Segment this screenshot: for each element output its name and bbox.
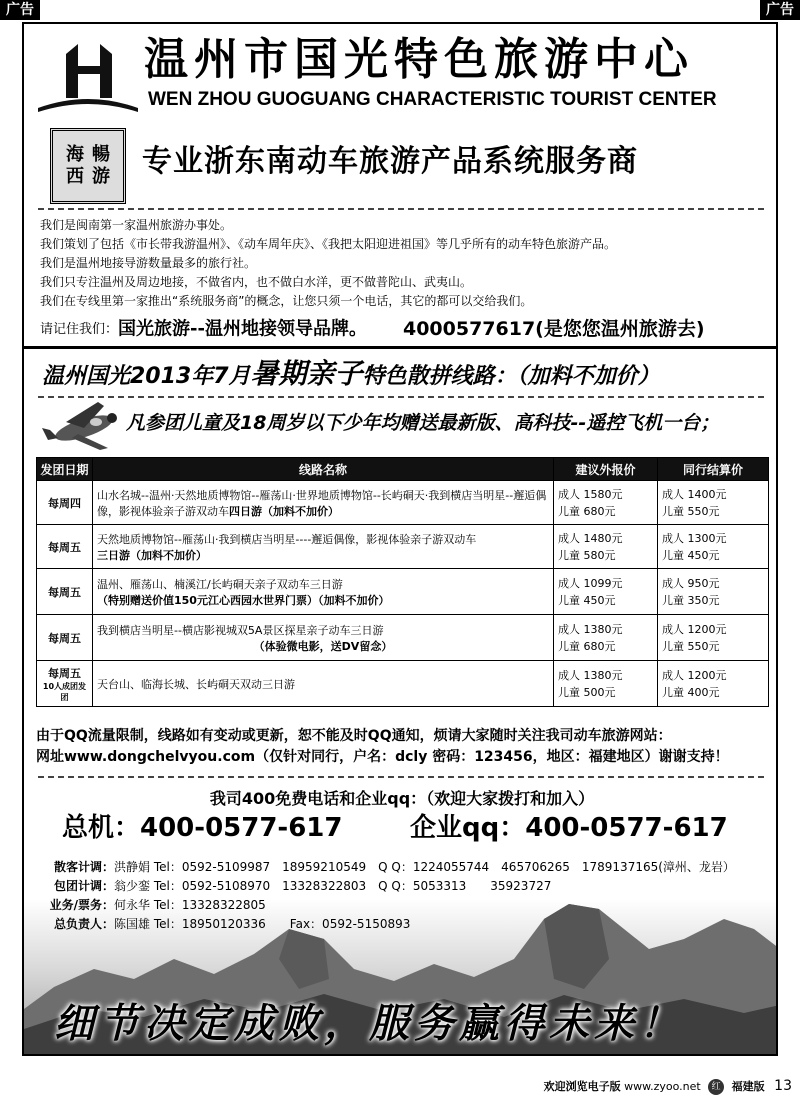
- child-price: 儿童 350元: [662, 593, 720, 607]
- adult-price: 成人 1380元: [558, 668, 623, 682]
- route-name: [93, 569, 554, 615]
- footer-welcome: 欢迎浏览电子版: [543, 1080, 621, 1093]
- table-row: [37, 525, 769, 569]
- notice-line: 网址www.dongchelvyou.com（仅针对同行，户名：dcly 密码：123456，地区：福建地区）谢谢支持！: [36, 749, 729, 765]
- contact-row: [40, 858, 735, 877]
- page-footer: [544, 1078, 792, 1095]
- trade-price: [658, 615, 769, 661]
- enterprise-qq: 企业qq：400-0577-617: [410, 813, 728, 843]
- contact-detail: 何永华 Tel：13328322805: [114, 898, 266, 912]
- child-price: 儿童 680元: [558, 639, 616, 653]
- adult-price: 成人 1099元: [558, 576, 623, 590]
- seal-char: 游: [92, 166, 110, 187]
- departure-day: 每周五: [37, 615, 93, 661]
- contact-detail: 洪静娟 Tel：0592-5109987 18959210549 Q Q：1224055744 465706265 1789137165(漳州、龙岩）: [114, 860, 735, 874]
- motto: 细节决定成败，服务赢得未来！: [54, 1000, 684, 1047]
- child-price: 儿童 550元: [662, 639, 720, 653]
- trade-price: [658, 481, 769, 525]
- contact-row: [40, 877, 735, 896]
- trade-price: [658, 525, 769, 569]
- route-desc: 温州、雁荡山、楠溪江/长屿硐天亲子双动车三日游: [97, 577, 343, 591]
- advertisement-frame: [22, 22, 778, 1056]
- seal-char: 海: [66, 144, 84, 165]
- dashed-divider: [38, 208, 764, 210]
- footer-edition: 福建版: [731, 1080, 765, 1093]
- route-note: 四日游（加料不加价）: [229, 504, 339, 518]
- intro-text: [40, 216, 616, 311]
- contact-role: 业务/票务：: [49, 898, 114, 912]
- notice-line: 由于QQ流量限制，线路如有变动或更新，恕不能及时QQ通知，烦请大家随时关注我司动车旅游网站：: [36, 728, 672, 744]
- header-trade-price: 同行结算价: [658, 458, 769, 481]
- contact-row: [40, 896, 735, 915]
- headline-pre: 温州国光2013年7月: [42, 364, 251, 389]
- table-row: [37, 569, 769, 615]
- brand-circle-icon: 红: [708, 1079, 724, 1095]
- retail-price: [554, 615, 658, 661]
- child-price: 儿童 400元: [662, 685, 720, 699]
- gift-offer: 凡参团儿童及18周岁以下少年均赠送最新版、高科技--遥控飞机一台；: [126, 412, 720, 434]
- contact-detail: 陈国雄 Tel：18950120336 Fax：0592-5150893: [114, 917, 411, 931]
- header-route: 线路名称: [93, 458, 554, 481]
- departure-day: 每周四: [37, 481, 93, 525]
- retail-price: [554, 525, 658, 569]
- headline-highlight: 暑期亲子: [250, 357, 363, 390]
- seal-char: 暢: [92, 144, 110, 165]
- adult-price: 成人 950元: [662, 576, 720, 590]
- adult-price: 成人 1400元: [662, 487, 727, 501]
- table-row: [37, 481, 769, 525]
- route-name: [93, 481, 554, 525]
- departure-day: [37, 661, 93, 707]
- child-price: 儿童 580元: [558, 548, 616, 562]
- intro-line: 我们策划了包括《市长带我游温州》、《动车周年庆》、《我把太阳迎进祖国》等几乎所有的动车特色旅游产品。: [40, 237, 617, 251]
- route-name: [93, 661, 554, 707]
- route-desc: 山水名城--温州·天然地质博物馆--雁荡山·世界地质博物馆--长屿硐天·我到横店当明星--邂逅偶像，影视体验亲子游双动车: [97, 488, 547, 518]
- section-divider: [24, 346, 778, 349]
- contact-role: 散客计调：: [53, 860, 114, 874]
- intro-line: 我们是闽南第一家温州旅游办事处。: [40, 218, 233, 232]
- trade-price: [658, 569, 769, 615]
- min-group-note: 10人成团发团: [42, 681, 87, 702]
- contact-list: [40, 858, 735, 934]
- child-price: 儿童 500元: [558, 685, 616, 699]
- company-english-name: WEN ZHOU GUOGUANG CHARACTERISTIC TOURIST CENTER: [148, 89, 717, 110]
- route-name: [93, 615, 554, 661]
- adult-price: 成人 1200元: [662, 622, 727, 636]
- header-date: 发团日期: [37, 458, 93, 481]
- table-row: [37, 615, 769, 661]
- seal-char: 西: [66, 166, 84, 187]
- adult-price: 成人 1580元: [558, 487, 623, 501]
- contact-row: [40, 915, 735, 934]
- adult-price: 成人 1380元: [558, 622, 623, 636]
- route-note: 三日游（加料不加价）: [97, 548, 207, 562]
- header-retail-price: 建议外报价: [554, 458, 658, 481]
- intro-line: 我们在专线里第一家推出“系统服务商”的概念，让您只须一个电话，其它的都可以交给我们。: [40, 294, 533, 308]
- route-desc: 我到横店当明星--横店影视城双5A景区探星亲子动车三日游: [97, 623, 384, 637]
- retail-price: [554, 569, 658, 615]
- intro-line: 我们只专注温州及周边地接，不做省内，也不做白水洋，更不做普陀山、武夷山。: [40, 275, 473, 289]
- departure-day: 每周五: [37, 569, 93, 615]
- ad-tag-right: 广告: [760, 0, 800, 20]
- airplane-icon: [38, 398, 124, 452]
- child-price: 儿童 450元: [558, 593, 616, 607]
- footer-site: www.zyoo.net: [624, 1080, 701, 1093]
- headline-post: 特色散拼线路：（加料不加价）: [362, 364, 660, 389]
- route-name: [93, 525, 554, 569]
- remember-label: 请记住我们：: [40, 322, 119, 337]
- summer-headline: [42, 354, 660, 397]
- free-call-line: 我司400免费电话和企业qq：（欢迎大家拨打和加入）: [209, 789, 595, 808]
- ad-tag-left: 广告: [0, 0, 40, 20]
- contact-role: 总负责人：: [53, 917, 114, 931]
- route-desc: 天台山、临海长城、长屿硐天双动三日游: [97, 677, 295, 691]
- child-price: 儿童 550元: [662, 504, 720, 518]
- table-row: [37, 661, 769, 707]
- departure-day: 每周五: [37, 525, 93, 569]
- adult-price: 成人 1300元: [662, 531, 727, 545]
- route-note: （特别赠送价值150元江心西园水世界门票）（加料不加价）: [97, 593, 390, 607]
- route-desc: 天然地质博物馆--雁荡山·我到横店当明星----邂逅偶像，影视体验亲子游双动车: [97, 532, 477, 546]
- contact-role: 包团计调：: [53, 879, 114, 893]
- seal-stamp: [50, 128, 126, 204]
- intro-line: 我们是温州地接导游数量最多的旅行社。: [40, 256, 257, 270]
- dashed-divider: [38, 396, 764, 398]
- switchboard-number: 总机：400-0577-617: [62, 813, 343, 843]
- remember-us: [40, 314, 705, 341]
- table-header-row: [37, 458, 769, 481]
- adult-price: 成人 1200元: [662, 668, 727, 682]
- retail-price: [554, 661, 658, 707]
- child-price: 儿童 680元: [558, 504, 616, 518]
- website-notice: [36, 726, 729, 768]
- child-price: 儿童 450元: [662, 548, 720, 562]
- company-chinese-name: 温州市国光特色旅游中心: [144, 34, 694, 85]
- route-table: [36, 457, 769, 707]
- contact-detail: 翁少銮 Tel：0592-5108970 13328322803 Q Q：5053313 35923727: [114, 879, 552, 893]
- hotline-number: 4000577617(是您您温州旅游去): [402, 318, 705, 340]
- slogan: 专业浙东南动车旅游产品系统服务商: [142, 144, 638, 179]
- departure-day-label: 每周五: [48, 666, 81, 680]
- adult-price: 成人 1480元: [558, 531, 623, 545]
- dashed-divider: [38, 776, 764, 778]
- company-logo-icon: [34, 36, 142, 116]
- trade-price: [658, 661, 769, 707]
- retail-price: [554, 481, 658, 525]
- route-note: （体验微电影，送DV留念）: [253, 639, 393, 653]
- page-number: 13: [774, 1078, 792, 1094]
- brand-claim: 国光旅游--温州地接领导品牌。: [118, 318, 367, 340]
